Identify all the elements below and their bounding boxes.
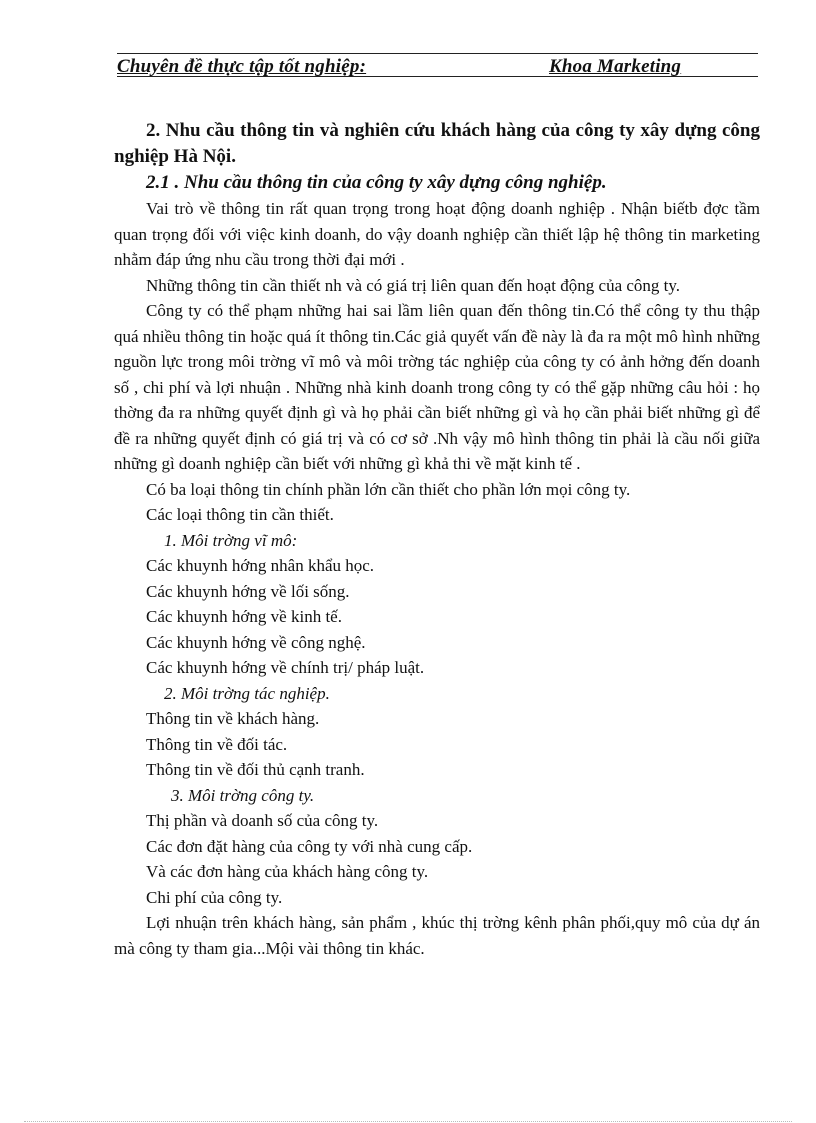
list-item: Thông tin về đối tác.: [146, 734, 288, 754]
header-right-text: Khoa Marketing: [549, 56, 682, 77]
header-underline: [117, 76, 758, 77]
header-top-rule: [117, 53, 758, 54]
list-item: Các khuynh hớng về lối sống.: [146, 581, 350, 601]
list-item: Các khuynh hớng về kinh tế.: [146, 607, 342, 626]
list-item: Các khuynh hớng nhân khẩu học.: [146, 556, 375, 575]
page-bottom-border: [24, 1121, 792, 1122]
closing-paragraph: Lợi nhuận trên khách hàng, sản phẩm , khúc thị trờng kênh phân phối,quy mô của dự án mà công ty tham gia...Mội vài thông tin khác.: [114, 913, 760, 958]
list-item: Thị phần và doanh số của công ty.: [146, 811, 379, 830]
subsection-heading: 2.1 . Nhu cầu thông tin của công ty xây dựng công nghiệp.: [146, 172, 607, 193]
paragraph: Có ba loại thông tin chính phần lớn cần thiết cho phần lớn mọi công ty.: [146, 479, 631, 499]
header-left-text: Chuyên đề thực tập tốt nghiệp:: [117, 56, 367, 77]
list-section-title: 2. Môi trờng tác nghiệp.: [164, 683, 330, 703]
paragraph: Các loại thông tin cần thiết.: [146, 505, 334, 524]
list-item: Thông tin về khách hàng.: [146, 709, 320, 728]
document-body: [114, 118, 760, 961]
page-header: [117, 56, 758, 80]
list-item: Các đơn đặt hàng của công ty với nhà cung cấp.: [146, 836, 473, 856]
list-item: Và các đơn hàng của khách hàng công ty.: [146, 862, 429, 881]
list-item: Các khuynh hớng về chính trị/ pháp luật.: [146, 658, 425, 677]
paragraph: Vai trò về thông tin rất quan trọng trong hoạt động doanh nghiệp . Nhận biếtb đợc tầm quan trọng đối với việc kinh doanh, do vậy doanh nghiệp cần thiết lập hệ thông tin marketing nhằm đáp ứng nhu cầu trong thời đại mới .: [114, 199, 760, 269]
list-section-title: 3. Môi trờng công ty.: [171, 785, 315, 805]
paragraph: Công ty có thể phạm những hai sai lầm liên quan đến thông tin.Có thể công ty thu thập quá nhiều thông tin hoặc quá ít thông tin.Các giả quyết vấn đề này là đa ra một mô hình những nguồn lực trong môi trờng vĩ mô và môi trờng tác nghiệp của công ty có ảnh hởng đến doanh số , chi phí và lợi nhuận . Những nhà kinh doanh trong công ty có thể gặp những câu hỏi : họ thờng đa ra những quyết định gì và họ phải cần biết những gì và họ cần phải biết những gì để đề ra những quyết định có giá trị và có cơ sở .Nh vậy mô hình thông tin phải là cầu nối giữa những gì doanh nghiệp cần biết với những gì khả thi về mặt kinh tế .: [114, 301, 760, 473]
list-item: Các khuynh hớng về công nghệ.: [146, 632, 366, 652]
section-heading: 2. Nhu cầu thông tin và nghiên cứu khách hàng của công ty xây dựng công nghiệp Hà Nội.: [114, 120, 760, 167]
list-item: Chi phí của công ty.: [146, 887, 283, 907]
list-item: Thông tin về đối thủ cạnh tranh.: [146, 760, 365, 779]
paragraph: Những thông tin cần thiết nh và có giá trị liên quan đến hoạt động của công ty.: [146, 275, 681, 295]
list-section-title: 1. Môi trờng vĩ mô:: [164, 530, 298, 550]
